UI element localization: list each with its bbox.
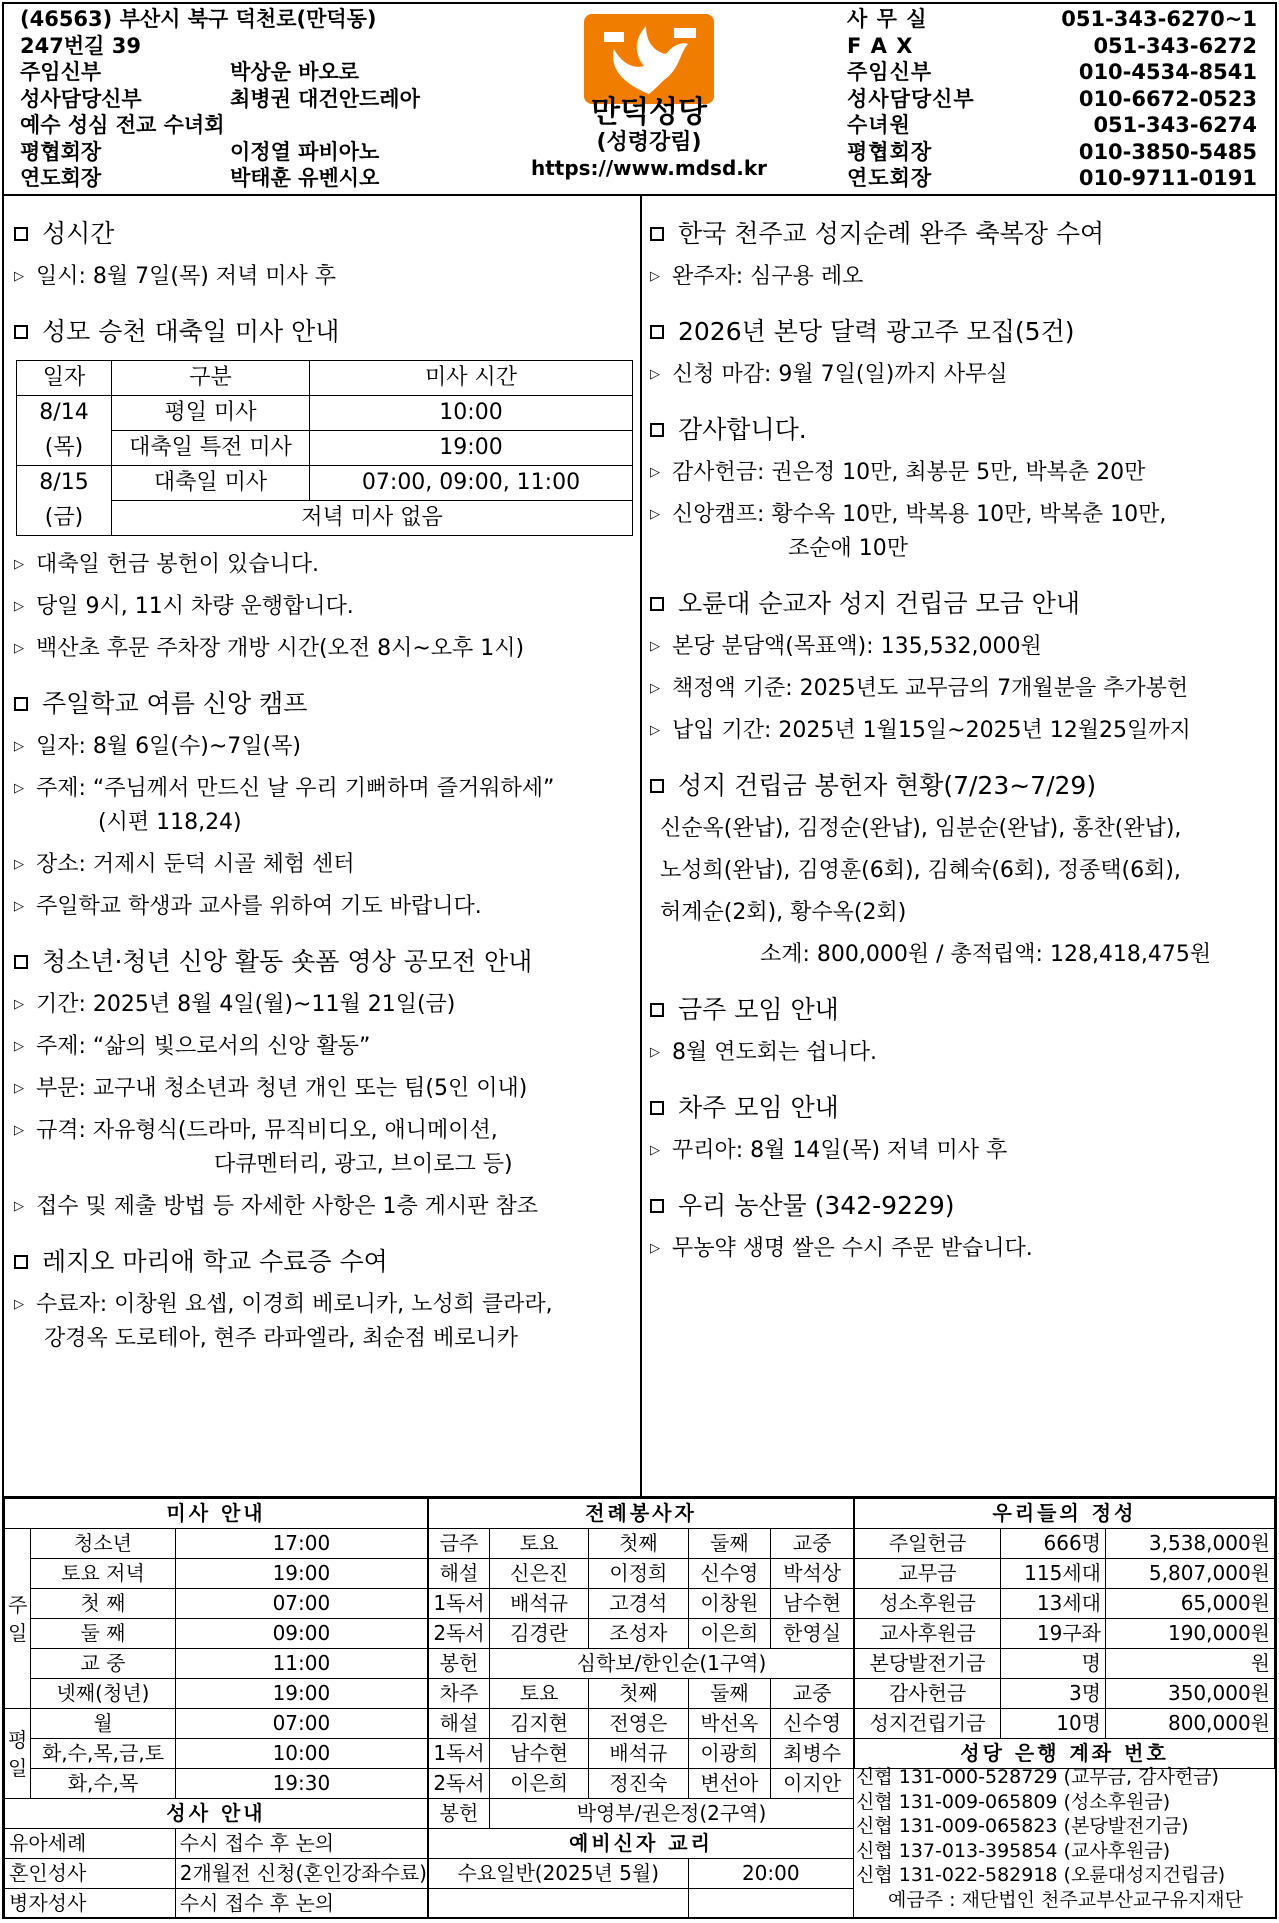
table-cell: 신수영 bbox=[688, 1559, 771, 1589]
header-label: 247번길 39 bbox=[20, 33, 141, 58]
table-cell: 이창원 bbox=[688, 1589, 771, 1619]
section-heading: 2026년 본당 달력 광고주 모집(5건) bbox=[650, 316, 1270, 348]
header-row bbox=[847, 59, 1257, 86]
table-cell: 07:00 bbox=[175, 1709, 427, 1739]
table-cell: 666명 bbox=[1001, 1529, 1106, 1559]
section-heading: 감사합니다. bbox=[650, 414, 1270, 446]
header-value: 010-9711-0191 bbox=[1078, 166, 1257, 190]
table-cell: 해설 bbox=[429, 1559, 490, 1589]
church-subtitle: (성령강림) bbox=[596, 130, 702, 155]
table-row bbox=[429, 1679, 854, 1709]
header-row bbox=[20, 165, 420, 192]
list-item-continuation: 다큐멘터리, 광고, 브이로그 등) bbox=[214, 1152, 513, 1177]
header-value: 010-4534-8541 bbox=[1078, 60, 1257, 84]
triangle-bullet-icon: ▷ bbox=[650, 723, 660, 738]
table-header: 일자 bbox=[17, 361, 112, 396]
list-item: ▷ 수료자: 이창원 요셉, 이경희 베로니카, 노성희 클라라, bbox=[14, 1290, 634, 1320]
header-row bbox=[20, 139, 420, 166]
header-row bbox=[20, 59, 420, 86]
checkbox-icon bbox=[14, 955, 28, 969]
table-row bbox=[855, 1679, 1275, 1709]
table-cell: 19:00 bbox=[175, 1559, 427, 1589]
list-item: ▷ 꾸리아: 8월 14일(목) 저녁 미사 후 bbox=[650, 1136, 1270, 1166]
list-item: ▷ 완주자: 심구용 레오 bbox=[650, 262, 1270, 292]
right-column bbox=[650, 194, 1270, 1276]
triangle-bullet-icon: ▷ bbox=[14, 899, 24, 914]
table-cell: 첫째 bbox=[589, 1679, 688, 1709]
table-cell: 평일 미사 bbox=[112, 396, 310, 431]
table-cell: 190,000원 bbox=[1106, 1619, 1275, 1649]
section-heading: 청소년·청년 신앙 활동 숏폼 영상 공모전 안내 bbox=[14, 946, 634, 978]
table-cell: 배석규 bbox=[589, 1739, 688, 1769]
list-item-continuation: (시편 118,24) bbox=[98, 810, 242, 835]
table-cell: 첫 째 bbox=[31, 1589, 176, 1619]
bottom-tables bbox=[4, 1496, 1275, 1923]
table-cell: 박영부/권은정(2구역) bbox=[490, 1799, 854, 1829]
table-cell: 수시 접수 후 논의 bbox=[175, 1829, 427, 1859]
table-cell: 감사헌금 bbox=[855, 1679, 1001, 1709]
triangle-bullet-icon: ▷ bbox=[650, 507, 660, 522]
table-title: 예비신자 교리 bbox=[429, 1829, 854, 1859]
checkbox-icon bbox=[14, 1255, 28, 1269]
list-item: ▷ 신청 마감: 9월 7일(일)까지 사무실 bbox=[650, 360, 1270, 390]
triangle-bullet-icon: ▷ bbox=[650, 681, 660, 696]
table-row bbox=[855, 1559, 1275, 1589]
section-heading: 차주 모임 안내 bbox=[650, 1092, 1270, 1124]
section-heading: 레지오 마리애 학교 수료증 수여 bbox=[14, 1246, 634, 1278]
table-title: 성사 안내 bbox=[5, 1799, 428, 1829]
triangle-bullet-icon: ▷ bbox=[14, 1199, 24, 1214]
header-label: 연도회장 bbox=[847, 166, 933, 190]
header-row bbox=[847, 165, 1257, 192]
table-cell: 봉헌 bbox=[429, 1649, 490, 1679]
mass-schedule-table bbox=[4, 1498, 428, 1919]
header-label: (46563) 부산시 북구 덕천로(만덕동) bbox=[20, 7, 377, 31]
church-logo-icon bbox=[584, 14, 714, 104]
list-item: ▷ 본당 분담액(목표액): 135,532,000원 bbox=[650, 632, 1270, 662]
table-cell: 3명 bbox=[1001, 1679, 1106, 1709]
header-row bbox=[20, 112, 420, 139]
table-row bbox=[5, 1679, 428, 1709]
triangle-bullet-icon: ▷ bbox=[14, 997, 24, 1012]
table-cell: 정진숙 bbox=[589, 1769, 688, 1799]
section-heading: 금주 모임 안내 bbox=[650, 994, 1270, 1026]
list-item: ▷ 일자: 8월 6일(수)~7일(목) bbox=[14, 732, 634, 762]
table-cell: 둘째 bbox=[688, 1529, 771, 1559]
left-column bbox=[14, 194, 634, 1366]
section-heading: 성지 건립금 봉헌자 현황(7/23~7/29) bbox=[650, 770, 1270, 802]
checkbox-icon bbox=[650, 597, 664, 611]
list-item: ▷ 당일 9시, 11시 차량 운행합니다. bbox=[14, 592, 634, 622]
list-item: ▷ 책정액 기준: 2025년도 교무금의 7개월분을 추가봉헌 bbox=[650, 674, 1270, 704]
table-cell: 변선아 bbox=[688, 1769, 771, 1799]
table-cell: 명 bbox=[1001, 1649, 1106, 1679]
triangle-bullet-icon: ▷ bbox=[14, 599, 24, 614]
list-item: ▷ 납입 기간: 2025년 1월15일~2025년 12월25일까지 bbox=[650, 716, 1270, 746]
bank-account-line: 신협 131-009-065823 (본당발전기금) bbox=[856, 1815, 1189, 1837]
table-cell: 본당발전기금 bbox=[855, 1649, 1001, 1679]
table-cell: 수요일반(2025년 5월) bbox=[429, 1859, 689, 1889]
table-header: 구분 bbox=[112, 361, 310, 396]
table-cell: 이정희 bbox=[589, 1559, 688, 1589]
table-row bbox=[855, 1589, 1275, 1619]
table-row bbox=[5, 1619, 428, 1649]
table-cell: 심학보/한인순(1구역) bbox=[490, 1649, 854, 1679]
table-cell: (금) bbox=[17, 501, 112, 536]
table-row bbox=[5, 1829, 428, 1859]
table-row bbox=[429, 1589, 854, 1619]
table-cell: 17:00 bbox=[175, 1529, 427, 1559]
checkbox-icon bbox=[650, 1199, 664, 1213]
table-cell: 8/15 bbox=[17, 466, 112, 501]
table-cell: 둘 째 bbox=[31, 1619, 176, 1649]
table-row bbox=[429, 1619, 854, 1649]
table-row bbox=[429, 1529, 854, 1559]
table-row bbox=[855, 1709, 1275, 1739]
table-row bbox=[429, 1649, 854, 1679]
table-cell: 대축일 미사 bbox=[112, 466, 310, 501]
checkbox-icon bbox=[650, 227, 664, 241]
section-heading: 우리 농산물 (342-9229) bbox=[650, 1190, 1270, 1222]
table-cell: 교 중 bbox=[31, 1649, 176, 1679]
triangle-bullet-icon: ▷ bbox=[14, 269, 24, 284]
table-cell: 화,수,목,금,토 bbox=[31, 1739, 176, 1769]
bank-account-line: 신협 131-000-528729 (교무금, 감사헌금) bbox=[856, 1766, 1219, 1788]
table-cell: 8/14 bbox=[17, 396, 112, 431]
table-cell: 3,538,000원 bbox=[1106, 1529, 1275, 1559]
list-item: ▷ 부문: 교구내 청소년과 청년 개인 또는 팀(5인 이내) bbox=[14, 1074, 634, 1104]
table-cell: 교중 bbox=[771, 1529, 854, 1559]
table-cell: 1독서 bbox=[429, 1739, 490, 1769]
checkbox-icon bbox=[650, 325, 664, 339]
header-value: 최병권 대건안드레아 bbox=[230, 86, 420, 111]
table-cell: 주일헌금 bbox=[855, 1529, 1001, 1559]
triangle-bullet-icon: ▷ bbox=[650, 639, 660, 654]
table-row bbox=[429, 1799, 854, 1829]
section-heading: 주일학교 여름 신앙 캠프 bbox=[14, 688, 634, 720]
table-cell: 800,000원 bbox=[1106, 1709, 1275, 1739]
section-heading: 성시간 bbox=[14, 218, 634, 250]
servers-table bbox=[428, 1498, 854, 1919]
triangle-bullet-icon: ▷ bbox=[650, 269, 660, 284]
table-cell: 5,807,000원 bbox=[1106, 1559, 1275, 1589]
bank-account-line: 신협 137-013-395854 (교사후원금) bbox=[856, 1839, 1171, 1862]
header-value: 010-6672-0523 bbox=[1078, 86, 1257, 111]
list-item: ▷ 주일학교 학생과 교사를 위하여 기도 바랍니다. bbox=[14, 892, 634, 922]
list-item: ▷ 주제: “주님께서 만드신 날 우리 기뻐하며 즐거워하세” bbox=[14, 774, 634, 804]
header-value: 이정열 파비아노 bbox=[230, 139, 380, 164]
table-title: 전례봉사자 bbox=[429, 1499, 854, 1529]
list-item: ▷ 백산초 후문 주차장 개방 시간(오전 8시~오후 1시) bbox=[14, 634, 634, 664]
parish-info bbox=[20, 6, 420, 192]
header-label: 주임신부 bbox=[20, 60, 102, 84]
table-cell: 김경란 bbox=[490, 1619, 589, 1649]
table-cell: 혼인성사 bbox=[5, 1859, 176, 1889]
checkbox-icon bbox=[650, 423, 664, 437]
checkbox-icon bbox=[14, 227, 28, 241]
table-row bbox=[5, 1859, 428, 1889]
table-row bbox=[5, 1649, 428, 1679]
table-cell: 저녁 미사 없음 bbox=[112, 501, 633, 536]
header-value: 박태훈 유벤시오 bbox=[230, 166, 380, 190]
table-cell: 교무금 bbox=[855, 1559, 1001, 1589]
table-cell: 10:00 bbox=[175, 1739, 427, 1769]
bank-accounts bbox=[854, 1765, 1275, 1920]
list-item: ▷ 무농약 생명 쌀은 수시 주문 받습니다. bbox=[650, 1234, 1270, 1264]
header-label: 주임신부 bbox=[847, 60, 933, 84]
row-group-label: 평 일 bbox=[5, 1709, 31, 1799]
table-cell: 1독서 bbox=[429, 1589, 490, 1619]
table-cell: 조성자 bbox=[589, 1619, 688, 1649]
list-item: ▷ 감사헌금: 권은정 10만, 최봉문 5만, 박복춘 20만 bbox=[650, 458, 1270, 488]
list-item: ▷ 8월 연도회는 쉽니다. bbox=[650, 1038, 1270, 1068]
table-cell: 19:00 bbox=[310, 431, 633, 466]
table-cell: 07:00 bbox=[175, 1589, 427, 1619]
church-url[interactable]: https://www.mdsd.kr bbox=[530, 156, 768, 180]
table-cell: 원 bbox=[1106, 1649, 1275, 1679]
table-cell: 115세대 bbox=[1001, 1559, 1106, 1589]
table-cell: 2개월전 신청(혼인강좌수료) bbox=[175, 1859, 427, 1889]
table-cell: 19:00 bbox=[175, 1679, 427, 1709]
triangle-bullet-icon: ▷ bbox=[650, 1241, 660, 1256]
table-cell: 20:00 bbox=[688, 1859, 853, 1889]
table-cell: 이은희 bbox=[490, 1769, 589, 1799]
header-label: 성사담당신부 bbox=[20, 86, 142, 111]
table-cell: 11:00 bbox=[175, 1649, 427, 1679]
table-cell: 대축일 특전 미사 bbox=[112, 431, 310, 466]
table-cell: 둘째 bbox=[688, 1679, 771, 1709]
section-heading: 성모 승천 대축일 미사 안내 bbox=[14, 316, 634, 348]
table-cell: 10명 bbox=[1001, 1709, 1106, 1739]
table-row bbox=[855, 1619, 1275, 1649]
table-row bbox=[5, 1559, 428, 1589]
list-item: ▷ 규격: 자유형식(드라마, 뮤직비디오, 애니메이션, bbox=[14, 1116, 634, 1146]
triangle-bullet-icon: ▷ bbox=[14, 739, 24, 754]
list-item: ▷ 주제: “삶의 빛으로서의 신앙 활동” bbox=[14, 1032, 634, 1062]
table-cell: 월 bbox=[31, 1709, 176, 1739]
triangle-bullet-icon: ▷ bbox=[14, 781, 24, 796]
table-cell: 박선옥 bbox=[688, 1709, 771, 1739]
table-cell: 2독서 bbox=[429, 1619, 490, 1649]
table-cell: 남수현 bbox=[490, 1739, 589, 1769]
table-cell: 교중 bbox=[771, 1679, 854, 1709]
table-cell: 남수현 bbox=[771, 1589, 854, 1619]
table-cell: 10:00 bbox=[310, 396, 633, 431]
triangle-bullet-icon: ▷ bbox=[14, 857, 24, 872]
table-cell: 토요 bbox=[490, 1529, 589, 1559]
list-item: ▷ 일시: 8월 7일(목) 저녁 미사 후 bbox=[14, 262, 634, 292]
list-item: ▷ 장소: 거제시 둔덕 시골 체험 센터 bbox=[14, 850, 634, 880]
header-row bbox=[847, 86, 1257, 113]
header-label: 연도회장 bbox=[20, 166, 102, 190]
table-cell: 13세대 bbox=[1001, 1589, 1106, 1619]
table-cell: 고경석 bbox=[589, 1589, 688, 1619]
table-cell: 이은희 bbox=[688, 1619, 771, 1649]
table-row bbox=[429, 1559, 854, 1589]
table-row bbox=[429, 1769, 854, 1799]
table-header: 미사 시간 bbox=[310, 361, 633, 396]
donor-line: 노성희(완납), 김영훈(6회), 김혜숙(6회), 정종택(6회), bbox=[660, 858, 1181, 883]
table-cell: 화,수,목 bbox=[31, 1769, 176, 1799]
header-row bbox=[20, 6, 420, 33]
header-row bbox=[847, 112, 1257, 139]
table-row bbox=[855, 1649, 1275, 1679]
header-label: 사 무 실 bbox=[847, 7, 928, 31]
table-cell: 09:00 bbox=[175, 1619, 427, 1649]
donor-line: 신순옥(완납), 김정순(완납), 임분순(완납), 홍찬(완납), bbox=[660, 816, 1182, 841]
row-group-label: 주 일 bbox=[5, 1529, 31, 1709]
table-cell: 19:30 bbox=[175, 1769, 427, 1799]
table-cell: 금주 bbox=[429, 1529, 490, 1559]
table-row bbox=[429, 1859, 854, 1889]
table-cell: 차주 bbox=[429, 1679, 490, 1709]
feast-mass-table bbox=[16, 360, 633, 536]
list-item: ▷ 접수 및 제출 방법 등 자세한 사항은 1층 게시판 참조 bbox=[14, 1192, 634, 1222]
table-row bbox=[429, 1709, 854, 1739]
table-row bbox=[5, 1769, 428, 1799]
bulletin-page bbox=[2, 2, 1277, 1919]
contact-info bbox=[847, 6, 1257, 192]
header-value: 051-343-6270~1 bbox=[1061, 7, 1257, 31]
table-cell: 청소년 bbox=[31, 1529, 176, 1559]
bank-account-line: 신협 131-009-065809 (성소후원금) bbox=[856, 1790, 1171, 1813]
header-label: 성사담당신부 bbox=[847, 86, 975, 111]
header-label: 평협회장 bbox=[847, 139, 933, 164]
table-cell: 19구좌 bbox=[1001, 1619, 1106, 1649]
table-cell: 교사후원금 bbox=[855, 1619, 1001, 1649]
column-divider bbox=[640, 194, 642, 1496]
triangle-bullet-icon: ▷ bbox=[14, 1081, 24, 1096]
list-item-continuation: 강경옥 도로테아, 현주 라파엘라, 최순점 베로니카 bbox=[44, 1326, 518, 1351]
table-cell: 토요 저녁 bbox=[31, 1559, 176, 1589]
header-label: 예수 성심 전교 수녀회 bbox=[20, 113, 225, 137]
table-cell: 유아세례 bbox=[5, 1829, 176, 1859]
table-title: 우리들의 정성 bbox=[855, 1499, 1275, 1529]
table-row bbox=[5, 1709, 428, 1739]
triangle-bullet-icon: ▷ bbox=[650, 1045, 660, 1060]
list-item: ▷ 기간: 2025년 8월 4일(월)~11월 21일(금) bbox=[14, 990, 634, 1020]
triangle-bullet-icon: ▷ bbox=[14, 1123, 24, 1138]
table-cell bbox=[429, 1889, 689, 1919]
table-row bbox=[429, 1739, 854, 1769]
table-cell: 병자성사 bbox=[5, 1889, 176, 1919]
table-row bbox=[5, 1589, 428, 1619]
table-cell: 김지현 bbox=[490, 1709, 589, 1739]
donor-total: 소계: 800,000원 / 총적립액: 128,418,475원 bbox=[760, 942, 1212, 967]
table-cell: 한영실 bbox=[771, 1619, 854, 1649]
checkbox-icon bbox=[650, 1101, 664, 1115]
bulletin-header bbox=[4, 4, 1275, 196]
table-cell: 첫째 bbox=[589, 1529, 688, 1559]
table-cell: 07:00, 09:00, 11:00 bbox=[310, 466, 633, 501]
header-value: 박상운 바오로 bbox=[230, 60, 360, 84]
table-cell: 수시 접수 후 논의 bbox=[175, 1889, 427, 1919]
table-cell: 최병수 bbox=[771, 1739, 854, 1769]
triangle-bullet-icon: ▷ bbox=[14, 1297, 24, 1312]
header-row bbox=[20, 33, 420, 60]
table-title: 성당 은행 계좌 번호 bbox=[855, 1739, 1275, 1769]
table-title: 미사 안내 bbox=[5, 1499, 428, 1529]
header-value: 051-343-6272 bbox=[1093, 33, 1257, 58]
checkbox-icon bbox=[14, 697, 28, 711]
table-cell: 성지건립기금 bbox=[855, 1709, 1001, 1739]
header-row bbox=[847, 6, 1257, 33]
triangle-bullet-icon: ▷ bbox=[650, 367, 660, 382]
section-heading: 오륜대 순교자 성지 건립금 모금 안내 bbox=[650, 588, 1270, 620]
section-heading: 한국 천주교 성지순례 완주 축복장 수여 bbox=[650, 218, 1270, 250]
header-label: F A X bbox=[847, 33, 914, 58]
list-item: ▷ 신앙캠프: 황수옥 10만, 박복용 10만, 박복춘 10만, bbox=[650, 500, 1270, 530]
list-item-continuation: 조순애 10만 bbox=[788, 536, 908, 561]
table-cell: 350,000원 bbox=[1106, 1679, 1275, 1709]
donor-line: 허계순(2회), 황수옥(2회) bbox=[660, 900, 907, 925]
table-cell: 신수영 bbox=[771, 1709, 854, 1739]
table-cell: 토요 bbox=[490, 1679, 589, 1709]
table-cell: 봉헌 bbox=[429, 1799, 490, 1829]
header-label: 수녀원 bbox=[847, 113, 911, 137]
checkbox-icon bbox=[650, 779, 664, 793]
table-cell: 배석규 bbox=[490, 1589, 589, 1619]
table-cell: 65,000원 bbox=[1106, 1589, 1275, 1619]
offerings-table bbox=[854, 1498, 1275, 1769]
table-cell: 해설 bbox=[429, 1709, 490, 1739]
header-row bbox=[20, 86, 420, 113]
table-cell: (목) bbox=[17, 431, 112, 466]
table-cell: 박석상 bbox=[771, 1559, 854, 1589]
table-row bbox=[5, 1889, 428, 1919]
triangle-bullet-icon: ▷ bbox=[14, 641, 24, 656]
header-value: 010-3850-5485 bbox=[1078, 139, 1257, 164]
header-value: 051-343-6274 bbox=[1093, 113, 1257, 137]
table-row bbox=[5, 1739, 428, 1769]
triangle-bullet-icon: ▷ bbox=[650, 465, 660, 480]
table-cell: 이광희 bbox=[688, 1739, 771, 1769]
bank-account-line: 신협 131-022-582918 (오륜대성지건립금) bbox=[856, 1864, 1226, 1886]
header-label: 평협회장 bbox=[20, 139, 102, 164]
table-cell: 넷째(청년) bbox=[31, 1679, 176, 1709]
table-cell: 2독서 bbox=[429, 1769, 490, 1799]
table-cell: 이지안 bbox=[771, 1769, 854, 1799]
table-cell: 신은진 bbox=[490, 1559, 589, 1589]
header-row bbox=[847, 33, 1257, 60]
bank-account-line: 예금주 : 재단법인 천주교부산교구유지재단 bbox=[888, 1888, 1243, 1911]
table-row bbox=[855, 1529, 1275, 1559]
triangle-bullet-icon: ▷ bbox=[14, 557, 24, 572]
checkbox-icon bbox=[14, 325, 28, 339]
table-cell: 성소후원금 bbox=[855, 1589, 1001, 1619]
checkbox-icon bbox=[650, 1003, 664, 1017]
triangle-bullet-icon: ▷ bbox=[14, 1039, 24, 1054]
table-row bbox=[5, 1529, 428, 1559]
table-cell: 전영은 bbox=[589, 1709, 688, 1739]
table-cell bbox=[688, 1889, 853, 1919]
church-name: 만덕성당 bbox=[591, 95, 707, 130]
triangle-bullet-icon: ▷ bbox=[650, 1143, 660, 1158]
header-row bbox=[847, 139, 1257, 166]
list-item: ▷ 대축일 헌금 봉헌이 있습니다. bbox=[14, 550, 634, 580]
